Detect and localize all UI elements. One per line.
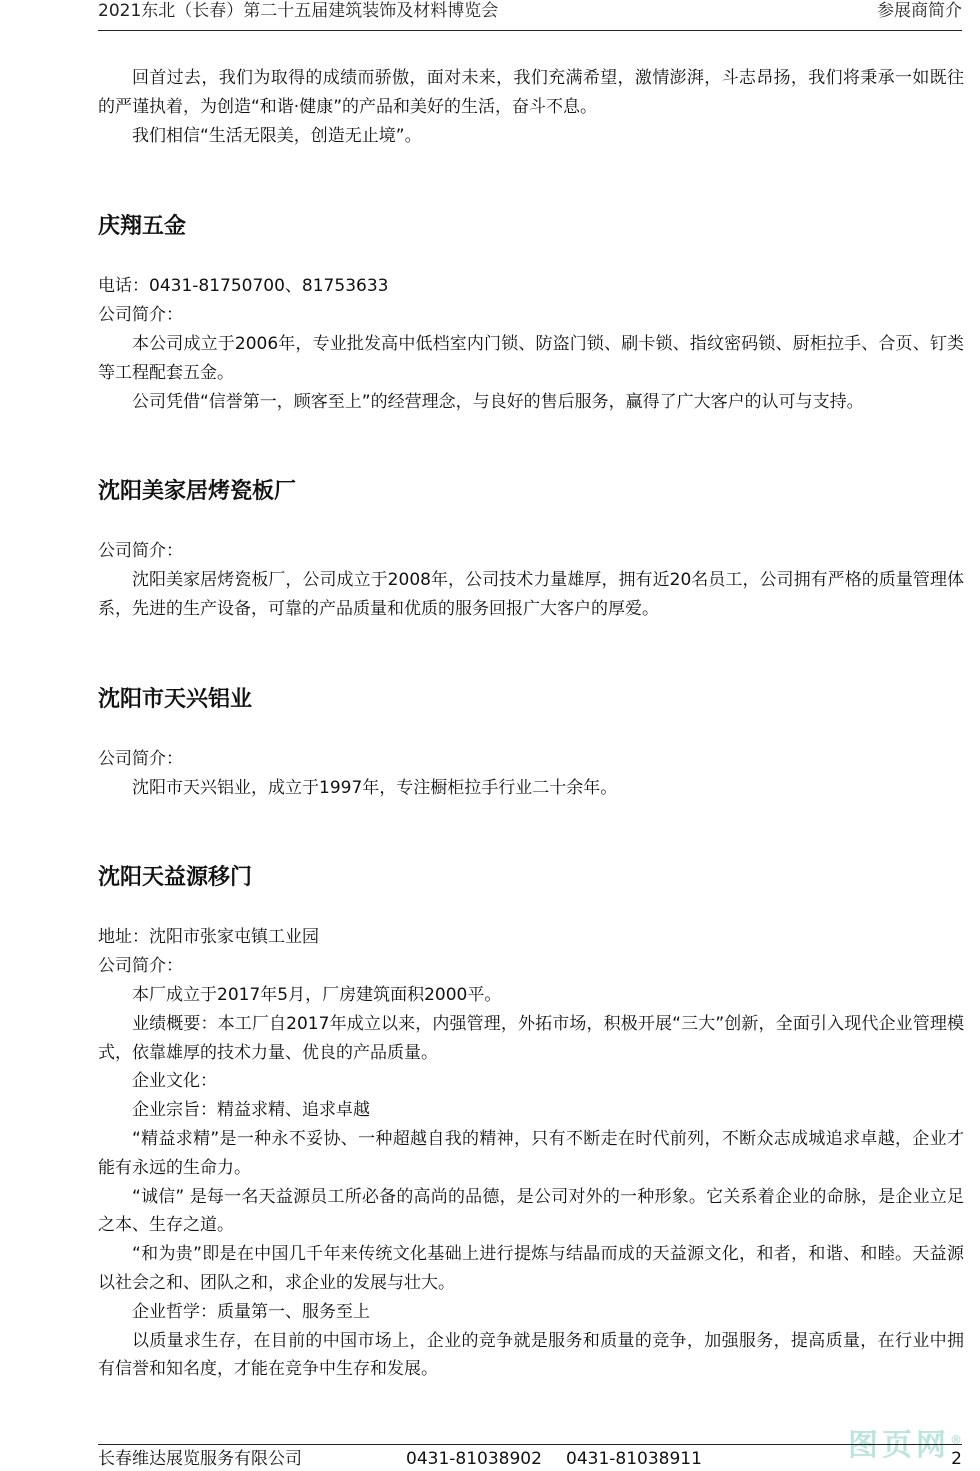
- company-title: 庆翔五金: [98, 214, 187, 240]
- watermark-text: 图页网: [848, 1428, 950, 1463]
- footer-phone-1: 0431-81038902: [406, 1449, 542, 1469]
- page-header: [98, 0, 962, 31]
- company-paragraph: “精益求精”是一种永不妥协、一种超越自我的精神，只有不断走在时代前列，不断众志成城追求卓越，企业才能有永远的生命力。: [98, 1128, 964, 1178]
- company-title: 沈阳市天兴铝业: [98, 686, 253, 712]
- company-paragraph: 本公司成立于2006年，专业批发高中低档室内门锁、防盗门锁、刷卡锁、指纹密码锁、厨柜拉手、合页、钉类等工程配套五金。: [98, 333, 964, 383]
- registered-mark: ®: [950, 1433, 966, 1447]
- company-paragraph: 本厂成立于2017年5月，厂房建筑面积2000平。: [132, 984, 502, 1005]
- company-paragraph: 沈阳市天兴铝业，成立于1997年，专注橱柜拉手行业二十余年。: [132, 777, 618, 798]
- company-paragraph: 企业哲学：质量第一、服务至上: [132, 1301, 370, 1322]
- company-paragraph: “诚信” 是每一名天益源员工所必备的高尚的品德，是公司对外的一种形象。它关系着企业的命脉，是企业立足之本、生存之道。: [98, 1186, 964, 1236]
- intro-paragraph-1: 回首过去，我们为取得的成绩而骄傲，面对未来，我们充满希望，激情澎湃，斗志昂扬，我们将秉承一如既往的严谨执着，为创造“和谐·健康”的产品和美好的生活，奋斗不息。: [98, 68, 964, 117]
- company-phone: 电话：0431-81750700、81753633: [98, 276, 389, 297]
- company-paragraph: 企业宗旨：精益求精、追求卓越: [132, 1100, 370, 1121]
- page-number: 2: [951, 1449, 962, 1469]
- company-title: 沈阳天益源移门: [98, 865, 253, 891]
- company-paragraph: 业绩概要：本工厂自2017年成立以来，内强管理，外拓市场，积极开展“三大”创新，全面引入现代企业管理模式，依靠雄厚的技术力量、优良的产品质量。: [98, 1013, 964, 1063]
- company-intro-label: 公司简介：: [98, 748, 183, 769]
- page-footer: [98, 1444, 962, 1470]
- company-intro-label: 公司简介：: [98, 956, 183, 977]
- company-intro-label: 公司简介：: [98, 541, 183, 562]
- company-paragraph: 以质量求生存，在目前的中国市场上，企业的竞争就是服务和质量的竞争，加强服务，提高质量，在行业中拥有信誉和知名度，才能在竞争中生存和发展。: [98, 1330, 964, 1380]
- company-intro-label: 公司简介：: [98, 305, 183, 326]
- company-title: 沈阳美家居烤瓷板厂: [98, 479, 297, 505]
- header-title: 2021东北（长春）第二十五届建筑装饰及材料博览会: [98, 1, 499, 21]
- company-paragraph: 公司凭借“信誉第一，顾客至上”的经营理念，与良好的售后服务，赢得了广大客户的认可与支持。: [132, 391, 864, 412]
- footer-phone-2: 0431-81038911: [566, 1449, 702, 1469]
- company-address: 地址：沈阳市张家屯镇工业园: [98, 927, 319, 948]
- page-content: [98, 60, 964, 1384]
- company-paragraph: 沈阳美家居烤瓷板厂，公司成立于2008年，公司技术力量雄厚，拥有近20名员工，公司拥有严格的质量管理体系，先进的生产设备，可靠的产品质量和优质的服务回报广大客户的厚爱。: [98, 570, 964, 619]
- company-paragraph: 企业文化：: [132, 1071, 217, 1092]
- company-paragraph: “和为贵”即是在中国几千年来传统文化基础上进行提炼与结晶而成的天益源文化，和者，和谐、和睦。天益源以社会之和、团队之和，求企业的发展与壮大。: [98, 1244, 964, 1293]
- header-section: 参展商简介: [877, 1, 962, 21]
- intro-paragraph-2: 我们相信“生活无限美，创造无止境”。: [132, 125, 422, 146]
- footer-company: 长春维达展览服务有限公司: [98, 1449, 302, 1469]
